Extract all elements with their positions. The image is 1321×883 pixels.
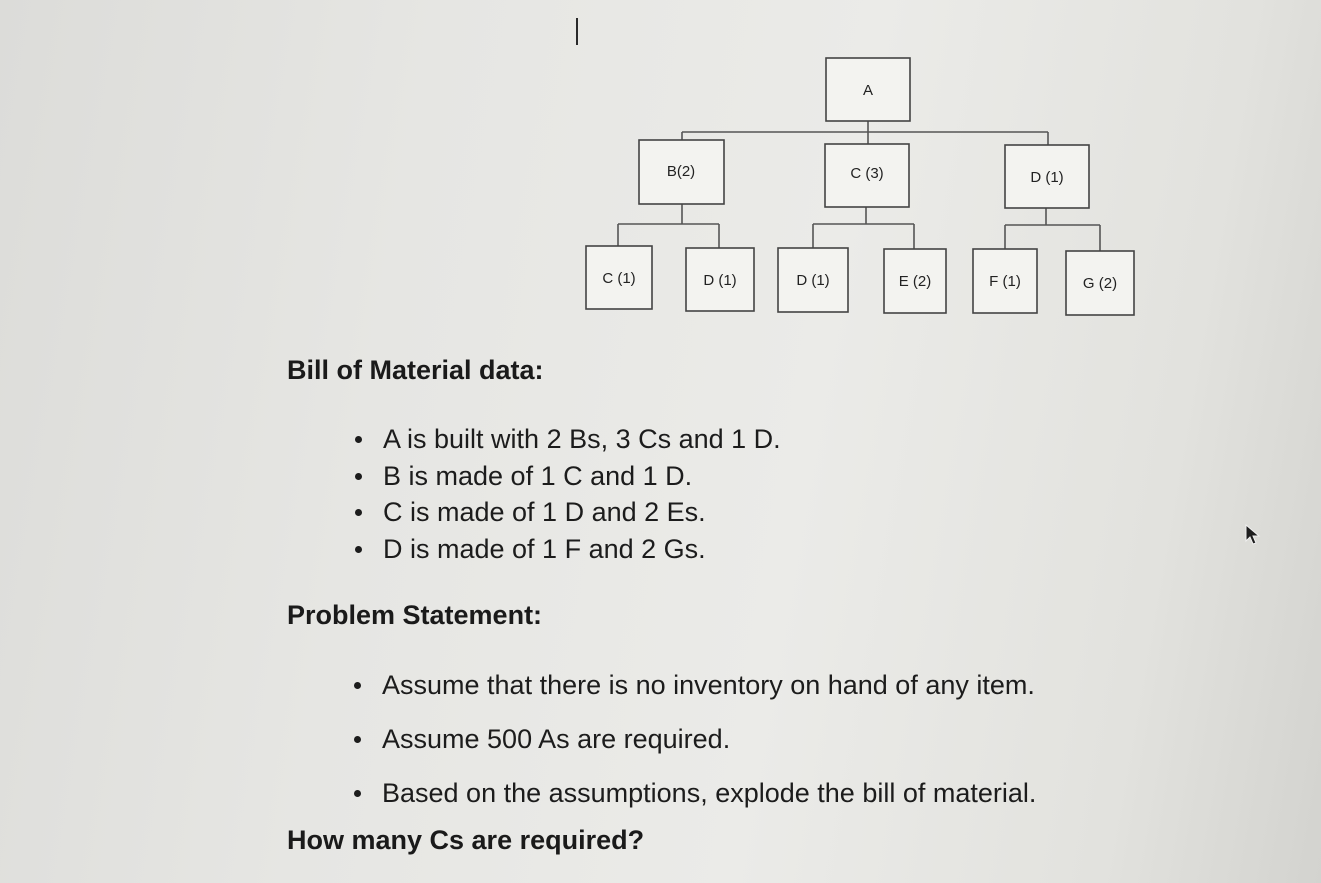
node-c-child-d <box>778 248 848 312</box>
problem-heading: Problem Statement: <box>287 600 543 630</box>
bom-list <box>355 421 781 567</box>
node-d-child-g-label: G (2) <box>1082 275 1118 292</box>
node-d-label: D (1) <box>1030 169 1064 186</box>
node-d-child-f-label: F (1) <box>989 273 1021 290</box>
node-c-label: C (3) <box>850 165 884 182</box>
node-c-child-e <box>884 249 946 313</box>
list-item: Assume 500 As are required. <box>354 712 1036 766</box>
node-c <box>825 144 909 207</box>
node-b-child-c-label: C (1) <box>602 270 636 287</box>
node-b <box>639 140 724 204</box>
node-d-child-g <box>1066 251 1134 315</box>
node-d-child-f <box>973 249 1037 313</box>
list-item: C is made of 1 D and 2 Es. <box>355 494 781 531</box>
list-item: Assume that there is no inventory on hand of any item. <box>354 658 1036 712</box>
list-item: A is built with 2 Bs, 3 Cs and 1 D. <box>355 421 781 458</box>
bom-tree-diagram <box>0 0 1321 330</box>
list-item: B is made of 1 C and 1 D. <box>355 458 781 495</box>
node-c-child-d-label: D (1) <box>796 272 830 289</box>
node-a-label: A <box>862 82 874 99</box>
question-text: How many Cs are required? <box>287 825 645 855</box>
node-c-child-e-label: E (2) <box>898 273 932 290</box>
bom-heading: Bill of Material data: <box>287 355 544 385</box>
node-b-child-d <box>686 248 754 311</box>
list-item: Based on the assumptions, explode the bill of material. <box>354 766 1036 820</box>
node-d <box>1005 145 1089 208</box>
node-a <box>826 58 910 121</box>
list-item: D is made of 1 F and 2 Gs. <box>355 531 781 568</box>
node-b-label: B(2) <box>666 163 696 180</box>
node-b-child-d-label: D (1) <box>703 272 737 289</box>
mouse-pointer-icon <box>1245 524 1261 546</box>
problem-list <box>354 658 1036 820</box>
node-b-child-c <box>586 246 652 309</box>
